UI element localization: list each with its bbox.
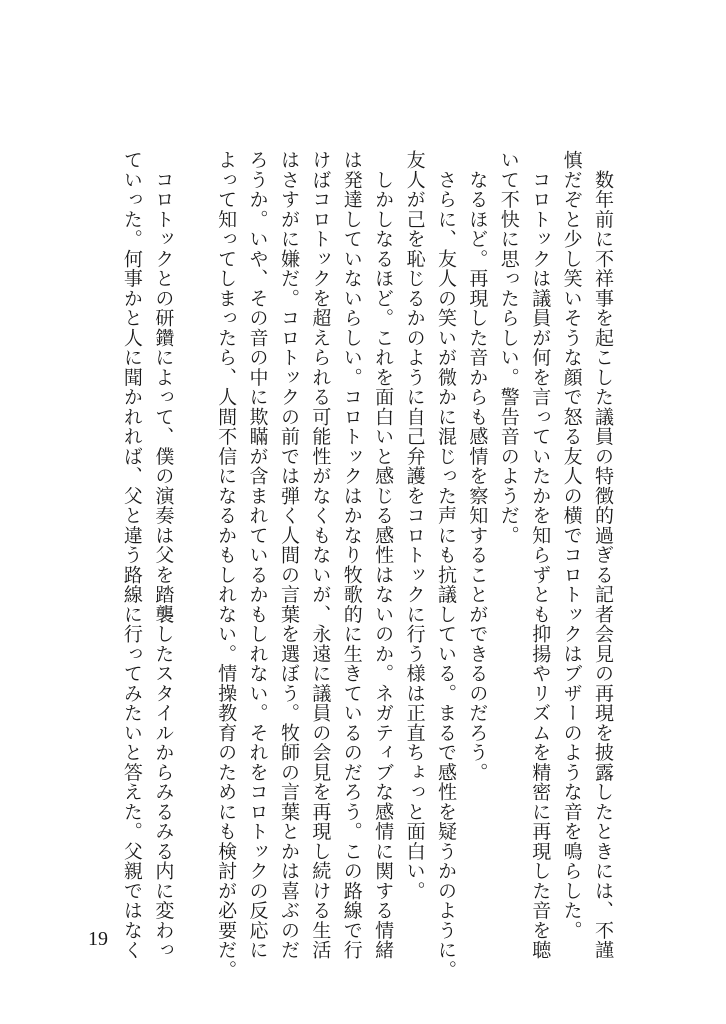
text-line: しかしなるほど。これを面白いと感じる感性はないのか。ネガティブな感情に関する情緒 — [372, 150, 395, 960]
text-line: さらに、友人の笑いが微かに混じった声にも抗議している。まるで感性を疑うかのように。 — [434, 150, 457, 980]
text-line: ろうか。いや、その音の中に欺瞞が含まれているかもしれない。それをコロトックの反応に — [246, 150, 269, 960]
text-line: なるほど。再現した音からも感情を察知することができるのだろう。 — [466, 150, 489, 782]
text-line: 数年前に不祥事を起こした議員の特徴的過ぎる記者会見の再現を披露したときには、不謹 — [592, 150, 614, 960]
text-line: 友人が己を恥じるかのように自己弁護をコロトックに行う様は正直ちょっと面白い。 — [403, 150, 426, 901]
page-number: 19 — [88, 928, 108, 950]
vertical-text-body — [116, 150, 619, 980]
text-line: コロトックとの研鑽によって、僕の演奏は父を踏襲したスタイルからみるみる内に変わっ — [152, 150, 175, 960]
text-line: は発達していないらしい。コロトックはかなり牧歌的に生きているのだろう。この路線で行 — [340, 150, 363, 960]
text-line: コロトックは議員が何を言っていたかを知らずとも抑揚やリズムを精密に再現した音を聴 — [529, 150, 552, 960]
text-line: けばコロトックを超えられる可能性がなくもないが、永遠に議員の会見を再現し続ける生活 — [309, 150, 332, 960]
text-line: いて不快に思ったらしい。警告音のようだ。 — [497, 150, 520, 545]
text-line: 慎だぞと少し笑いそうな顔で怒る友人の横でコロトックはブザーのような音を鳴らした。 — [560, 150, 583, 940]
blank-line — [178, 150, 209, 910]
text-line: よって知ってしまったら、人間不信になるかもしれない。情操教育のためにも検討が必要だ。 — [215, 150, 238, 980]
text-line: ていった。何事かと人に聞かれれば、父と違う路線に行ってみたいと答えた。父親ではなく — [120, 150, 143, 960]
text-line: はさすがに嫌だ。コロトックの前では弾く人間の言葉を選ぼう。牧師の言葉とかは喜ぶのだ — [277, 150, 300, 960]
